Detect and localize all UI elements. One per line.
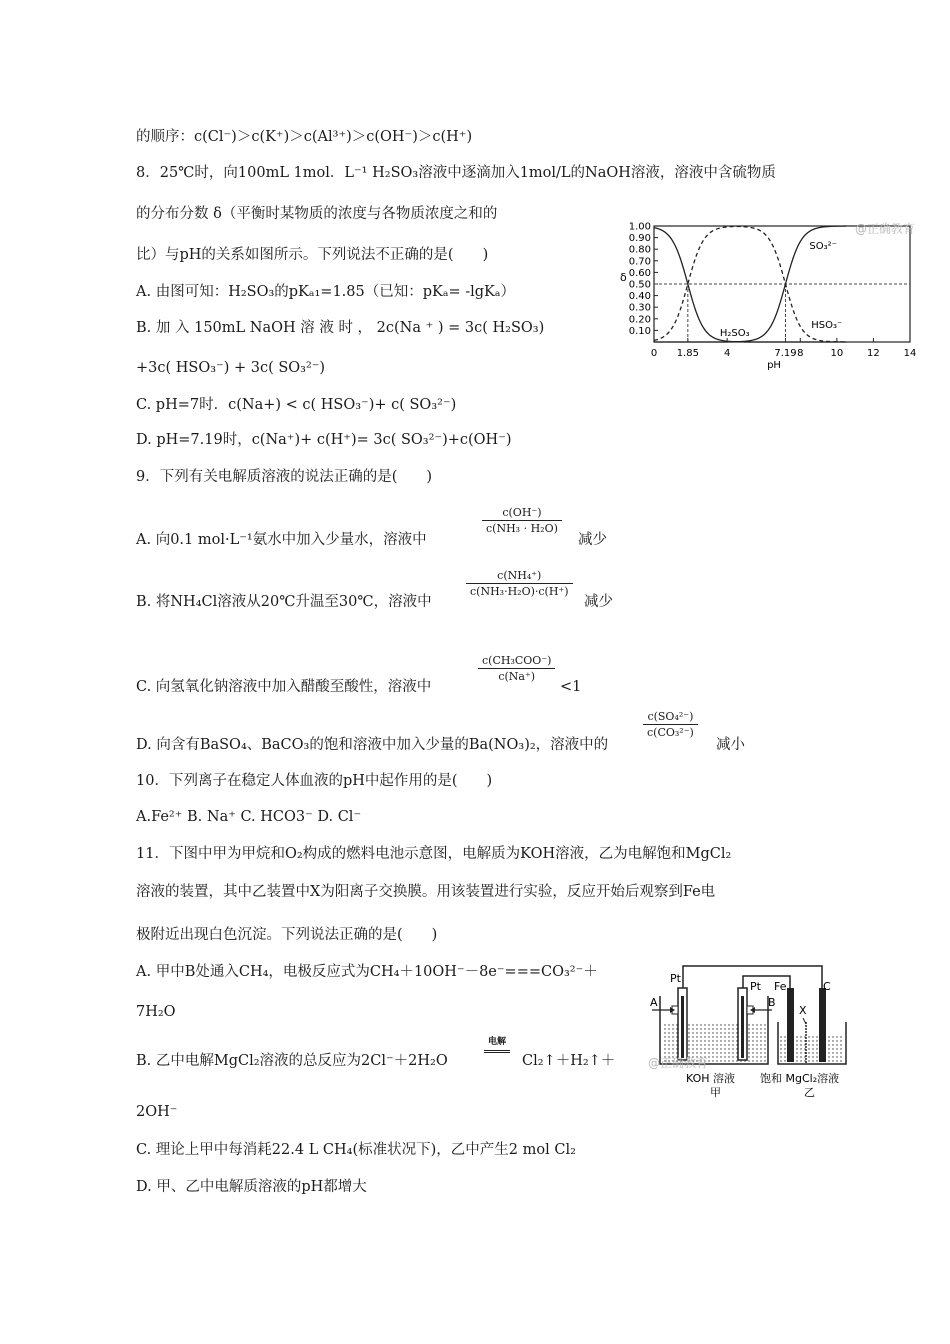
caption-right-1: 饱和 MgCl₂溶液	[760, 1072, 840, 1085]
q8-option-c: C. pH=7时．c(Na+) < c( HSO₃⁻)+ c( SO₃²⁻)	[136, 397, 457, 413]
x-axis-label: pH	[767, 360, 781, 371]
fraction-denominator: c(NH₃ · H₂O)	[482, 520, 562, 535]
label-pt-right: Pt	[750, 980, 761, 993]
x-tick-label: 10	[830, 348, 844, 359]
x-tick-label: 4	[723, 348, 731, 359]
x-tick-label: 8	[797, 348, 804, 359]
q9-option-a-pre: A. 向0.1 mol·L⁻¹氨水中加入少量水，溶液中	[136, 532, 427, 548]
y-tick-label: 0.60	[628, 267, 651, 279]
caption-right-2: 乙	[804, 1086, 815, 1099]
electrode-right-pt-core	[741, 996, 744, 1058]
q9-option-b-post: 减少	[584, 594, 613, 610]
label-x: X	[799, 1004, 807, 1017]
electrode-c	[819, 988, 826, 1062]
apparatus-diagram	[640, 960, 860, 1105]
y-axis-label: δ	[620, 271, 627, 284]
q11-option-b-post: Cl₂↑＋H₂↑＋	[522, 1053, 616, 1069]
series-label-hso3: HSO₃⁻	[811, 320, 843, 332]
q9-option-a-post: 减少	[578, 532, 607, 548]
y-tick-label: 0.90	[628, 233, 651, 245]
label-b: B	[768, 996, 776, 1009]
q10-stem: 10．下列离子在稳定人体血液的pH中起作用的是( )	[136, 773, 493, 789]
x-tick-label: 1.85	[676, 348, 699, 359]
watermark: @正确教育	[648, 1056, 709, 1070]
q8-option-b-1: B. 加 入 150mL NaOH 溶 液 时 ， 2c(Na ⁺ ) = 3c( H₂SO₃)	[136, 320, 545, 336]
fraction-denominator: c(CO₃²⁻)	[643, 724, 698, 739]
q11-option-b-pre: B. 乙中电解MgCl₂溶液的总反应为2Cl⁻＋2H₂O	[136, 1053, 448, 1069]
q9-stem: 9．下列有关电解质溶液的说法正确的是( )	[136, 469, 433, 485]
reaction-condition: 电解	[488, 1037, 507, 1047]
label-a: A	[650, 996, 658, 1009]
q9-option-d-post: 减小	[716, 737, 745, 753]
y-tick-label: 0.10	[628, 325, 651, 337]
fraction-numerator: c(SO₄²⁻)	[647, 710, 694, 723]
q11-option-c: C. 理论上甲中每消耗22.4 L CH₄(标准状况下)，乙中产生2 mol Cl₂	[136, 1142, 576, 1158]
label-c: C	[823, 980, 831, 993]
q9-option-c-pre: C. 向氢氧化钠溶液中加入醋酸至酸性，溶液中	[136, 679, 432, 695]
reaction-arrow	[484, 1050, 510, 1056]
label-fe: Fe	[774, 980, 787, 993]
q8-option-d: D. pH=7.19时，c(Na⁺)+ c(H⁺)= 3c( SO₃²⁻)+c(OH⁻)	[136, 432, 512, 448]
q11-b-condition	[484, 1036, 510, 1056]
fraction-numerator: c(CH₃COO⁻)	[482, 654, 552, 667]
line-prev-order: 的顺序：c(Cl⁻)＞c(K⁺)＞c(Al³⁺)＞c(OH⁻)＞c(H⁺)	[136, 129, 473, 145]
y-tick-label: 0.50	[628, 279, 651, 291]
q9-option-c-post: <1	[560, 679, 582, 695]
q10-options: A.Fe²⁺ B. Na⁺ C. HCO3⁻ D. Cl⁻	[136, 809, 362, 825]
y-tick-label: 0.70	[628, 256, 651, 268]
q11-stem-2: 溶液的装置，其中乙装置中X为阳离子交换膜。用该装置进行实验，反应开始后观察到Fe电	[136, 884, 716, 900]
y-tick-label: 0.20	[628, 314, 651, 326]
electrode-left-pt-core	[681, 996, 684, 1058]
q9-option-b-pre: B. 将NH₄Cl溶液从20℃升温至30℃，溶液中	[136, 594, 432, 610]
q8-option-a: A. 由图可知：H₂SO₃的pKₐ₁=1.85（已知：pKₐ= -lgKₐ）	[136, 284, 515, 300]
fraction-denominator: c(NH₃·H₂O)·c(H⁺)	[466, 583, 573, 598]
q9-option-d-pre: D. 向含有BaSO₄、BaCO₃的饱和溶液中加入少量的Ba(NO₃)₂，溶液中的	[136, 737, 609, 753]
q11-option-d: D. 甲、乙中电解质溶液的pH都增大	[136, 1179, 367, 1195]
series-label-h2so3: H₂SO₃	[719, 328, 750, 340]
fraction-numerator: c(NH₄⁺)	[497, 569, 542, 582]
q8-option-b-2: +3c( HSO₃⁻) + 3c( SO₃²⁻)	[136, 360, 326, 376]
q11-option-b-2: 2OH⁻	[136, 1104, 178, 1120]
q9-d-fraction	[643, 710, 698, 739]
label-pt-left: Pt	[670, 972, 681, 985]
x-tick-label: 7.19	[774, 348, 797, 359]
fraction-denominator: c(Na⁺)	[478, 668, 555, 683]
watermark: @正确教育	[855, 222, 916, 236]
distribution-chart	[612, 212, 930, 382]
y-tick-label: 0.80	[628, 244, 651, 256]
membrane-x-pointer	[803, 1018, 806, 1024]
q9-c-fraction	[478, 654, 555, 683]
electrode-fe	[787, 988, 794, 1062]
q8-stem-2: 的分布分数 δ（平衡时某物质的浓度与各物质浓度之和的	[136, 206, 498, 222]
y-tick-label: 0.30	[628, 302, 651, 314]
x-tick-label: 14	[903, 348, 917, 359]
fraction-numerator: c(OH⁻)	[502, 506, 542, 519]
series-label-so3: SO₃²⁻	[809, 241, 837, 253]
y-tick-label: 0.40	[628, 291, 651, 303]
q8-stem-1: 8．25℃时，向100mL 1mol．L⁻¹ H₂SO₃溶液中逐滴加入1mol/L的NaOH溶液，溶液中含硫物质	[136, 165, 776, 181]
x-tick-label: 12	[867, 348, 880, 359]
q11-stem-3: 极附近出现白色沉淀。下列说法正确的是( )	[136, 927, 438, 943]
q8-stem-3: 比）与pH的关系如图所示。下列说法不正确的是( )	[136, 247, 489, 263]
x-tick-label: 0	[650, 348, 658, 359]
q11-option-a-1: A. 甲中B处通入CH₄，电极反应式为CH₄＋10OH⁻－8e⁻===CO₃²⁻＋	[136, 964, 598, 980]
caption-left-1: KOH 溶液	[686, 1072, 736, 1085]
q11-option-a-2: 7H₂O	[136, 1004, 176, 1020]
caption-left-2: 甲	[710, 1086, 721, 1099]
q9-b-fraction	[466, 569, 573, 598]
y-tick-label: 1.00	[628, 221, 651, 233]
q11-stem-1: 11．下图中甲为甲烷和O₂构成的燃料电池示意图，电解质为KOH溶液，乙为电解饱和MgCl₂	[136, 846, 732, 862]
q9-a-fraction	[482, 506, 562, 535]
